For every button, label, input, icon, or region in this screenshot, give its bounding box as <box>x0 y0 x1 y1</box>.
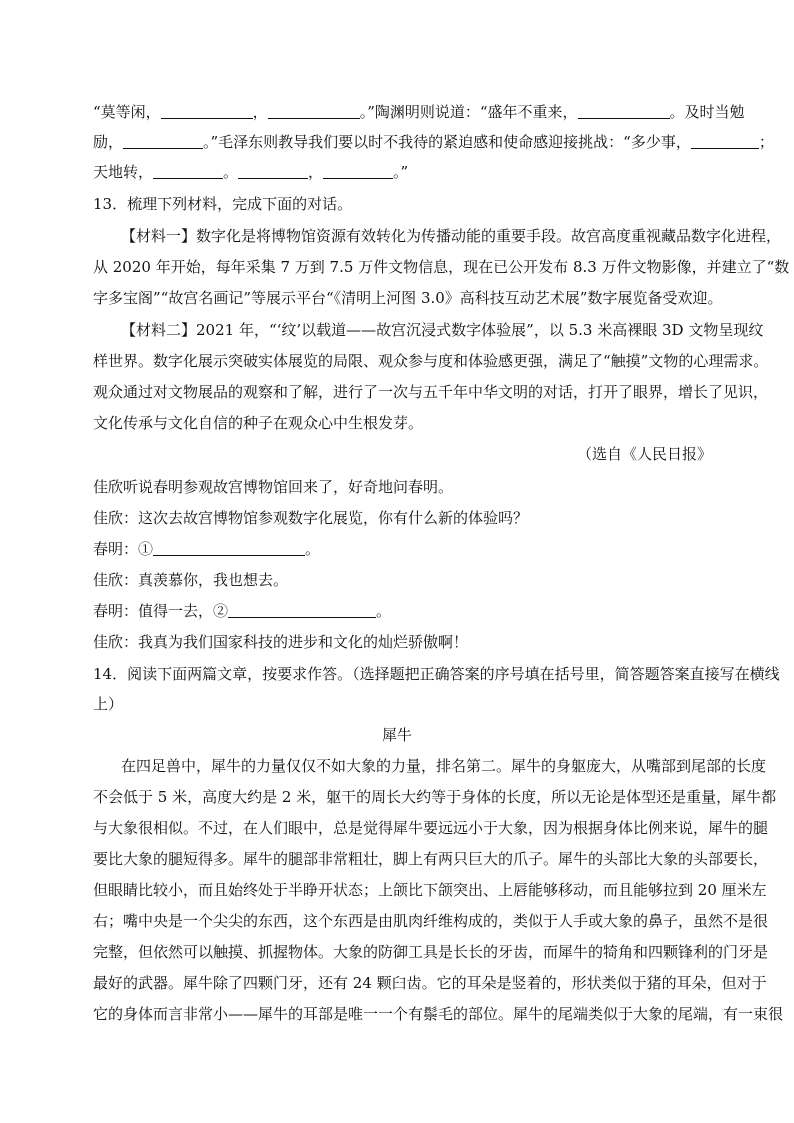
article-paragraph-line: 右；嘴中央是一个尖尖的东西，这个东西是由肌肉纤维构成的，类似于人手或大象的鼻子，虽然不是很 <box>93 912 769 930</box>
q12-line-2 <box>93 131 774 153</box>
answer-blank-1[interactable] <box>153 540 305 556</box>
text: 春明：值得一去，② <box>93 602 229 620</box>
text: 。” <box>393 163 409 181</box>
q12-line-1 <box>93 101 745 123</box>
text: ， <box>252 103 268 121</box>
text: 。 <box>305 540 321 558</box>
article-paragraph-line: 它的身体而言非常小——犀牛的耳部是唯一一个有鬃毛的部位。犀牛的尾端类似于大象的尾端，有一束很 <box>93 1005 784 1023</box>
text: ， <box>308 163 324 181</box>
article-paragraph-line: 要比大象的腿短得多。犀牛的腿部非常粗壮，脚上有两只巨大的爪子。犀牛的头部比大象的头部要长， <box>93 850 769 868</box>
article-paragraph-line: 最好的武器。犀牛除了四颗门牙，还有 24 颗臼齿。它的耳朵是竖着的，形状类似于猪的耳朵，但对于 <box>93 974 767 992</box>
material-2-line: 文化传承与文化自信的种子在观众心中生根发芽。 <box>93 414 424 432</box>
material-1-line: 从 2020 年开始，每年采集 7 万到 7.5 万件文物信息，现在已公开发布 8.3 万件文物影像，并建立了“数 <box>93 258 790 276</box>
dialogue-line: 佳欣：这次去故宫博物馆参观数字化展览，你有什么新的体验吗？ <box>93 509 529 527</box>
text: ； <box>758 133 774 151</box>
q12-line-3 <box>93 161 408 183</box>
text: 励， <box>93 133 124 151</box>
q14-title-cont: 上） <box>93 695 124 713</box>
q13-title: 13．梳理下列材料，完成下面的对话。 <box>93 195 353 213</box>
text: 春明：① <box>93 540 154 558</box>
text: 天地转， <box>93 163 154 181</box>
dialogue-line: 佳欣：我真为我们国家科技的进步和文化的灿烂骄傲啊！ <box>93 633 469 651</box>
article-paragraph-line: 与大象很相似。不过，在人们眼中，总是觉得犀牛要远远小于大象，因为根据身体比例来说，犀牛的腿 <box>93 819 769 837</box>
article-paragraph-line: 但眼睛比较小，而且始终处于半睁开状态；上颌比下颌突出、上唇能够移动，而且能够拉到 20 厘米左 <box>93 881 767 899</box>
answer-blank[interactable] <box>323 163 393 179</box>
answer-blank[interactable] <box>123 133 203 149</box>
material-2-line: 【材料二】2021 年，“‘纹’以载道——故宫沉浸式数字体验展”，以 5.3 米高裸眼 3D 文物呈现纹 <box>121 321 764 339</box>
answer-blank[interactable] <box>578 103 670 119</box>
answer-blank[interactable] <box>161 103 253 119</box>
text: 。及时当勉 <box>669 103 745 121</box>
text: 。 <box>223 163 239 181</box>
dialogue-line <box>93 600 391 622</box>
answer-blank[interactable] <box>153 163 223 179</box>
text: 。 <box>376 602 392 620</box>
material-1-line: 【材料一】数字化是将博物馆资源有效转化为传播动能的重要手段。故宫高度重视藏品数字化进程， <box>121 227 782 245</box>
q14-title: 14．阅读下面两篇文章，按要求作答。（选择题把正确答案的序号填在括号里，简答题答案直接写在横线 <box>93 665 780 683</box>
answer-blank[interactable] <box>238 163 308 179</box>
source-citation: （选自《人民日报》 <box>576 445 712 463</box>
text: 。”陶渊明则说道：“盛年不重来， <box>359 103 578 121</box>
answer-blank-2[interactable] <box>228 602 376 618</box>
material-2-line: 观众通过对文物展品的观察和了解，进行了一次与五千年中华文明的对话，打开了眼界，增长了见识， <box>93 383 769 401</box>
material-1-line: 字多宝阁”“故宫名画记”等展示平台“《清明上河图 3.0》高科技互动艺术展”数字展览备受欢迎。 <box>93 289 723 307</box>
article-paragraph-line: 在四足兽中，犀牛的力量仅仅不如大象的力量，排名第二。犀牛的身躯庞大，从嘴部到尾部的长度 <box>121 757 767 775</box>
answer-blank[interactable] <box>691 133 759 149</box>
material-2-line: 样世界。数字化展示突破实体展览的局限、观众参与度和体验感更强，满足了“触摸”文物的心理需求。 <box>93 352 769 370</box>
article-paragraph-line: 不会低于 5 米，高度大约是 2 米，躯干的周长大约等于身体的长度，所以无论是体型还是重量，犀牛都 <box>93 788 777 806</box>
article-title: 犀牛 <box>381 726 412 744</box>
text: 。”毛泽东则教导我们要以时不我待的紧迫感和使命感迎接挑战：“多少事， <box>203 133 691 151</box>
dialogue-intro: 佳欣听说春明参观故宫博物馆回来了，好奇地问春明。 <box>93 478 454 496</box>
text: “莫等闲， <box>93 103 161 121</box>
dialogue-line <box>93 538 320 560</box>
answer-blank[interactable] <box>268 103 360 119</box>
article-paragraph-line: 完整，但依然可以触摸、抓握物体。大象的防御工具是长长的牙齿，而犀牛的犄角和四颗锋利的门牙是 <box>93 943 769 961</box>
dialogue-line: 佳欣：真羡慕你，我也想去。 <box>93 571 289 589</box>
